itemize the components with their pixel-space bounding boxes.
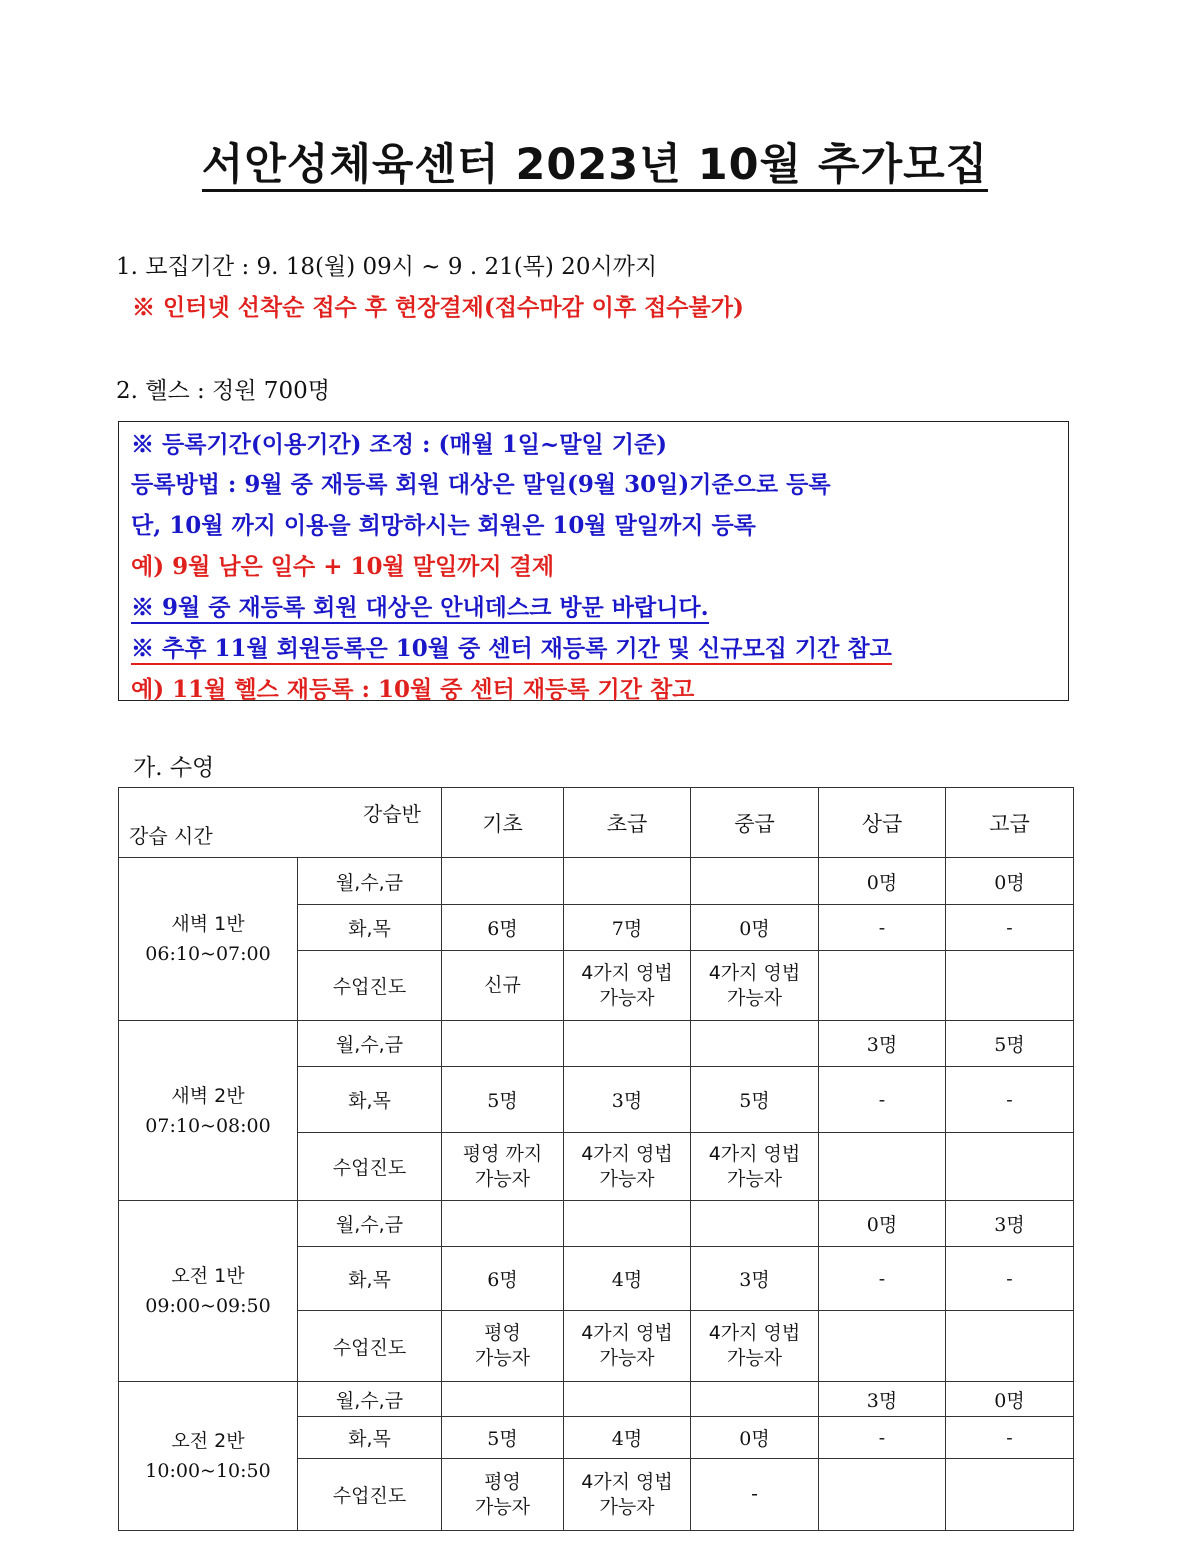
day-cell: 화,목	[298, 1247, 442, 1311]
progress-cell	[819, 951, 946, 1021]
progress-text: 평영 까지	[462, 1142, 543, 1165]
count-cell: -	[946, 905, 1074, 951]
class-group-cell	[119, 858, 298, 1021]
notice-line-7: 예) 11월 헬스 재등록 : 10월 중 센터 재등록 기간 참고	[131, 676, 695, 703]
swim-schedule-table	[118, 787, 1074, 1531]
class-group-name: 오전 1반	[171, 1265, 245, 1287]
swim-heading: 가. 수영	[133, 755, 215, 781]
notice-line-2: 등록방법 : 9월 중 재등록 회원 대상은 말일(9월 30일)기준으로 등록	[131, 471, 831, 498]
count-cell: -	[819, 1417, 946, 1459]
progress-text: 가능자	[599, 1347, 655, 1369]
progress-text: 가능자	[599, 986, 655, 1009]
count-cell	[442, 1201, 564, 1247]
day-cell: 화,목	[298, 1067, 442, 1133]
class-group-cell	[119, 1382, 298, 1531]
progress-text: -	[751, 1483, 758, 1505]
time-label: 강습 시간	[129, 824, 213, 848]
progress-text: 가능자	[599, 1167, 655, 1190]
progress-text: 신규	[484, 974, 521, 996]
progress-cell	[946, 1311, 1074, 1382]
count-cell: 0명	[946, 1382, 1074, 1417]
count-cell: 3명	[819, 1021, 946, 1067]
table-row	[119, 858, 1074, 905]
progress-cell	[564, 951, 691, 1021]
progress-cell	[691, 1311, 819, 1382]
notice-line-3: 단, 10월 까지 이용을 희망하시는 회원은 10월 말일까지 등록	[131, 512, 756, 539]
progress-text: 4가지 영법	[581, 961, 673, 984]
count-cell: 5명	[691, 1067, 819, 1133]
class-group-name: 새벽 2반	[171, 1084, 245, 1107]
progress-cell	[564, 1459, 691, 1531]
progress-text: 가능자	[726, 1167, 783, 1190]
level-header: 초급	[564, 788, 691, 858]
table-row	[119, 1201, 1074, 1247]
count-cell: -	[819, 1247, 946, 1311]
progress-cell	[946, 951, 1074, 1021]
table-header-row	[119, 788, 1074, 858]
progress-cell	[691, 951, 819, 1021]
day-cell: 월,수,금	[298, 858, 442, 905]
recruit-period: 1. 모집기간 : 9. 18(월) 09시 ~ 9 . 21(목) 20시까지	[116, 254, 658, 280]
notice-line-5: ※ 9월 중 재등록 회원 대상은 안내데스크 방문 바랍니다.	[131, 594, 709, 624]
count-cell: 5명	[946, 1021, 1074, 1067]
gym-heading: 2. 헬스 : 정원 700명	[116, 378, 330, 404]
table-row	[119, 1021, 1074, 1067]
progress-cell	[819, 1311, 946, 1382]
notice-line-6: ※ 추후 11월 회원등록은 10월 중 센터 재등록 기간 및 신규모집 기간 참고	[131, 635, 892, 665]
count-cell: -	[819, 905, 946, 951]
progress-text: 4가지 영법	[708, 961, 801, 984]
count-cell: 6명	[442, 1247, 564, 1311]
progress-cell	[442, 1133, 564, 1201]
level-header: 상급	[819, 788, 946, 858]
count-cell: 0명	[946, 858, 1074, 905]
day-cell: 수업진도	[298, 951, 442, 1021]
count-cell	[691, 1021, 819, 1067]
count-cell	[691, 858, 819, 905]
count-cell: 5명	[442, 1417, 564, 1459]
progress-cell	[442, 951, 564, 1021]
class-label: 강습반	[363, 802, 421, 826]
count-cell: 4명	[564, 1417, 691, 1459]
class-group-time: 09:00~09:50	[145, 1295, 271, 1317]
count-cell: 7명	[564, 905, 691, 951]
day-cell: 월,수,금	[298, 1382, 442, 1417]
progress-text: 4가지 영법	[581, 1142, 673, 1165]
count-cell	[564, 1021, 691, 1067]
count-cell: -	[819, 1067, 946, 1133]
day-cell: 월,수,금	[298, 1021, 442, 1067]
count-cell: 5명	[442, 1067, 564, 1133]
class-group-name: 오전 2반	[171, 1430, 245, 1452]
progress-text: 가능자	[726, 986, 783, 1009]
count-cell: 3명	[691, 1247, 819, 1311]
progress-text: 가능자	[474, 1167, 531, 1190]
gym-notice-box	[118, 421, 1069, 701]
progress-cell	[946, 1133, 1074, 1201]
progress-text: 가능자	[474, 1347, 531, 1369]
header-corner-cell	[119, 788, 442, 858]
day-cell: 화,목	[298, 1417, 442, 1459]
count-cell	[442, 1021, 564, 1067]
count-cell: -	[946, 1417, 1074, 1459]
count-cell	[691, 1382, 819, 1417]
level-header: 고급	[946, 788, 1074, 858]
count-cell: -	[946, 1067, 1074, 1133]
progress-text: 가능자	[726, 1347, 783, 1369]
count-cell	[564, 858, 691, 905]
notice-line-1: ※ 등록기간(이용기간) 조정 : (매월 1일~말일 기준)	[131, 431, 668, 458]
count-cell: 3명	[819, 1382, 946, 1417]
progress-text: 평영	[484, 1322, 521, 1344]
progress-text: 4가지 영법	[581, 1470, 673, 1493]
progress-text: 평영	[484, 1470, 521, 1493]
progress-cell	[564, 1311, 691, 1382]
level-header: 중급	[691, 788, 819, 858]
count-cell: 6명	[442, 905, 564, 951]
class-group-name: 새벽 1반	[171, 913, 245, 935]
class-group-time: 07:10~08:00	[145, 1114, 271, 1137]
table-row	[119, 1382, 1074, 1417]
day-cell: 수업진도	[298, 1311, 442, 1382]
progress-cell	[691, 1133, 819, 1201]
class-group-cell	[119, 1201, 298, 1382]
count-cell: 4명	[564, 1247, 691, 1311]
day-cell: 화,목	[298, 905, 442, 951]
class-group-time: 06:10~07:00	[145, 943, 271, 965]
class-group-time: 10:00~10:50	[145, 1460, 271, 1482]
count-cell	[564, 1201, 691, 1247]
count-cell: 0명	[819, 1201, 946, 1247]
progress-cell	[442, 1459, 564, 1531]
day-cell: 수업진도	[298, 1133, 442, 1201]
recruit-note: ※ 인터넷 선착순 접수 후 현장결제(접수마감 이후 접수불가)	[132, 294, 744, 321]
progress-text: 4가지 영법	[581, 1322, 673, 1344]
progress-text: 4가지 영법	[708, 1322, 801, 1344]
class-group-cell	[119, 1021, 298, 1201]
count-cell	[442, 858, 564, 905]
count-cell: 0명	[691, 1417, 819, 1459]
progress-cell	[442, 1311, 564, 1382]
progress-text: 가능자	[474, 1495, 531, 1518]
count-cell: 3명	[564, 1067, 691, 1133]
count-cell	[691, 1201, 819, 1247]
progress-cell	[691, 1459, 819, 1531]
level-header: 기초	[442, 788, 564, 858]
count-cell: 0명	[819, 858, 946, 905]
progress-cell	[819, 1459, 946, 1531]
notice-line-4: 예) 9월 남은 일수 + 10월 말일까지 결제	[131, 553, 555, 580]
progress-text: 4가지 영법	[708, 1142, 801, 1165]
page-title	[0, 140, 1190, 192]
count-cell: -	[946, 1247, 1074, 1311]
page-title-text: 서안성체육센터 2023년 10월 추가모집	[201, 140, 989, 190]
progress-cell	[819, 1133, 946, 1201]
count-cell: 3명	[946, 1201, 1074, 1247]
count-cell	[442, 1382, 564, 1417]
progress-cell	[564, 1133, 691, 1201]
day-cell: 수업진도	[298, 1459, 442, 1531]
progress-text: 가능자	[599, 1495, 655, 1518]
day-cell: 월,수,금	[298, 1201, 442, 1247]
count-cell: 0명	[691, 905, 819, 951]
progress-cell	[946, 1459, 1074, 1531]
count-cell	[564, 1382, 691, 1417]
